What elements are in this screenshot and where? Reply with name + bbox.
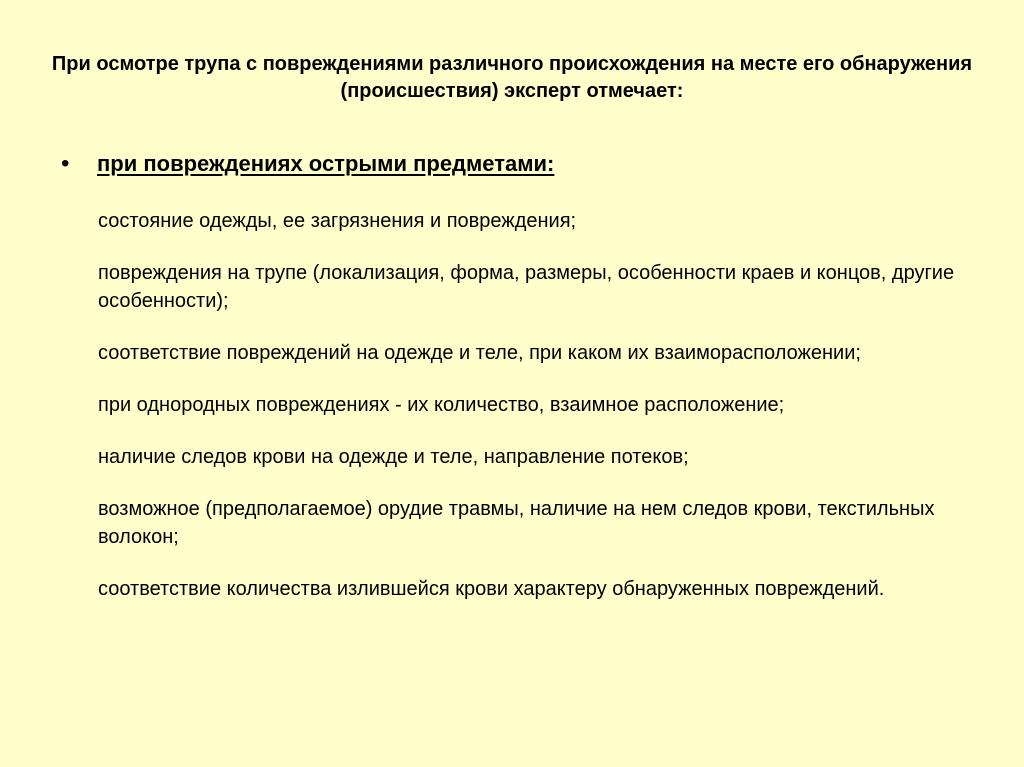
list-item: при однородных повреждениях - их количество, взаимное расположение; <box>98 394 785 416</box>
list-item: повреждения на трупе (локализация, форма, размеры, особенности краев и концов, другие особенности); <box>98 262 955 312</box>
section-subheading: при повреждениях острыми предметами: <box>97 151 555 176</box>
item-list <box>98 207 958 627</box>
slide-title: При осмотре трупа с повреждениями различного происхождения на месте его обнаружения (происшествия) эксперт отмечает: <box>51 53 973 102</box>
list-item: состояние одежды, ее загрязнения и повреждения; <box>98 210 577 232</box>
list-item: возможное (предполагаемое) орудие травмы, наличие на нем следов крови, текстильных волокон; <box>98 498 935 548</box>
list-item: соответствие повреждений на одежде и теле, при каком их взаиморасположении; <box>98 342 861 364</box>
list-item: соответствие количества излившейся крови характеру обнаруженных повреждений. <box>98 578 885 600</box>
bullet-point: • <box>61 150 70 177</box>
list-item: наличие следов крови на одежде и теле, направление потеков; <box>98 446 689 468</box>
